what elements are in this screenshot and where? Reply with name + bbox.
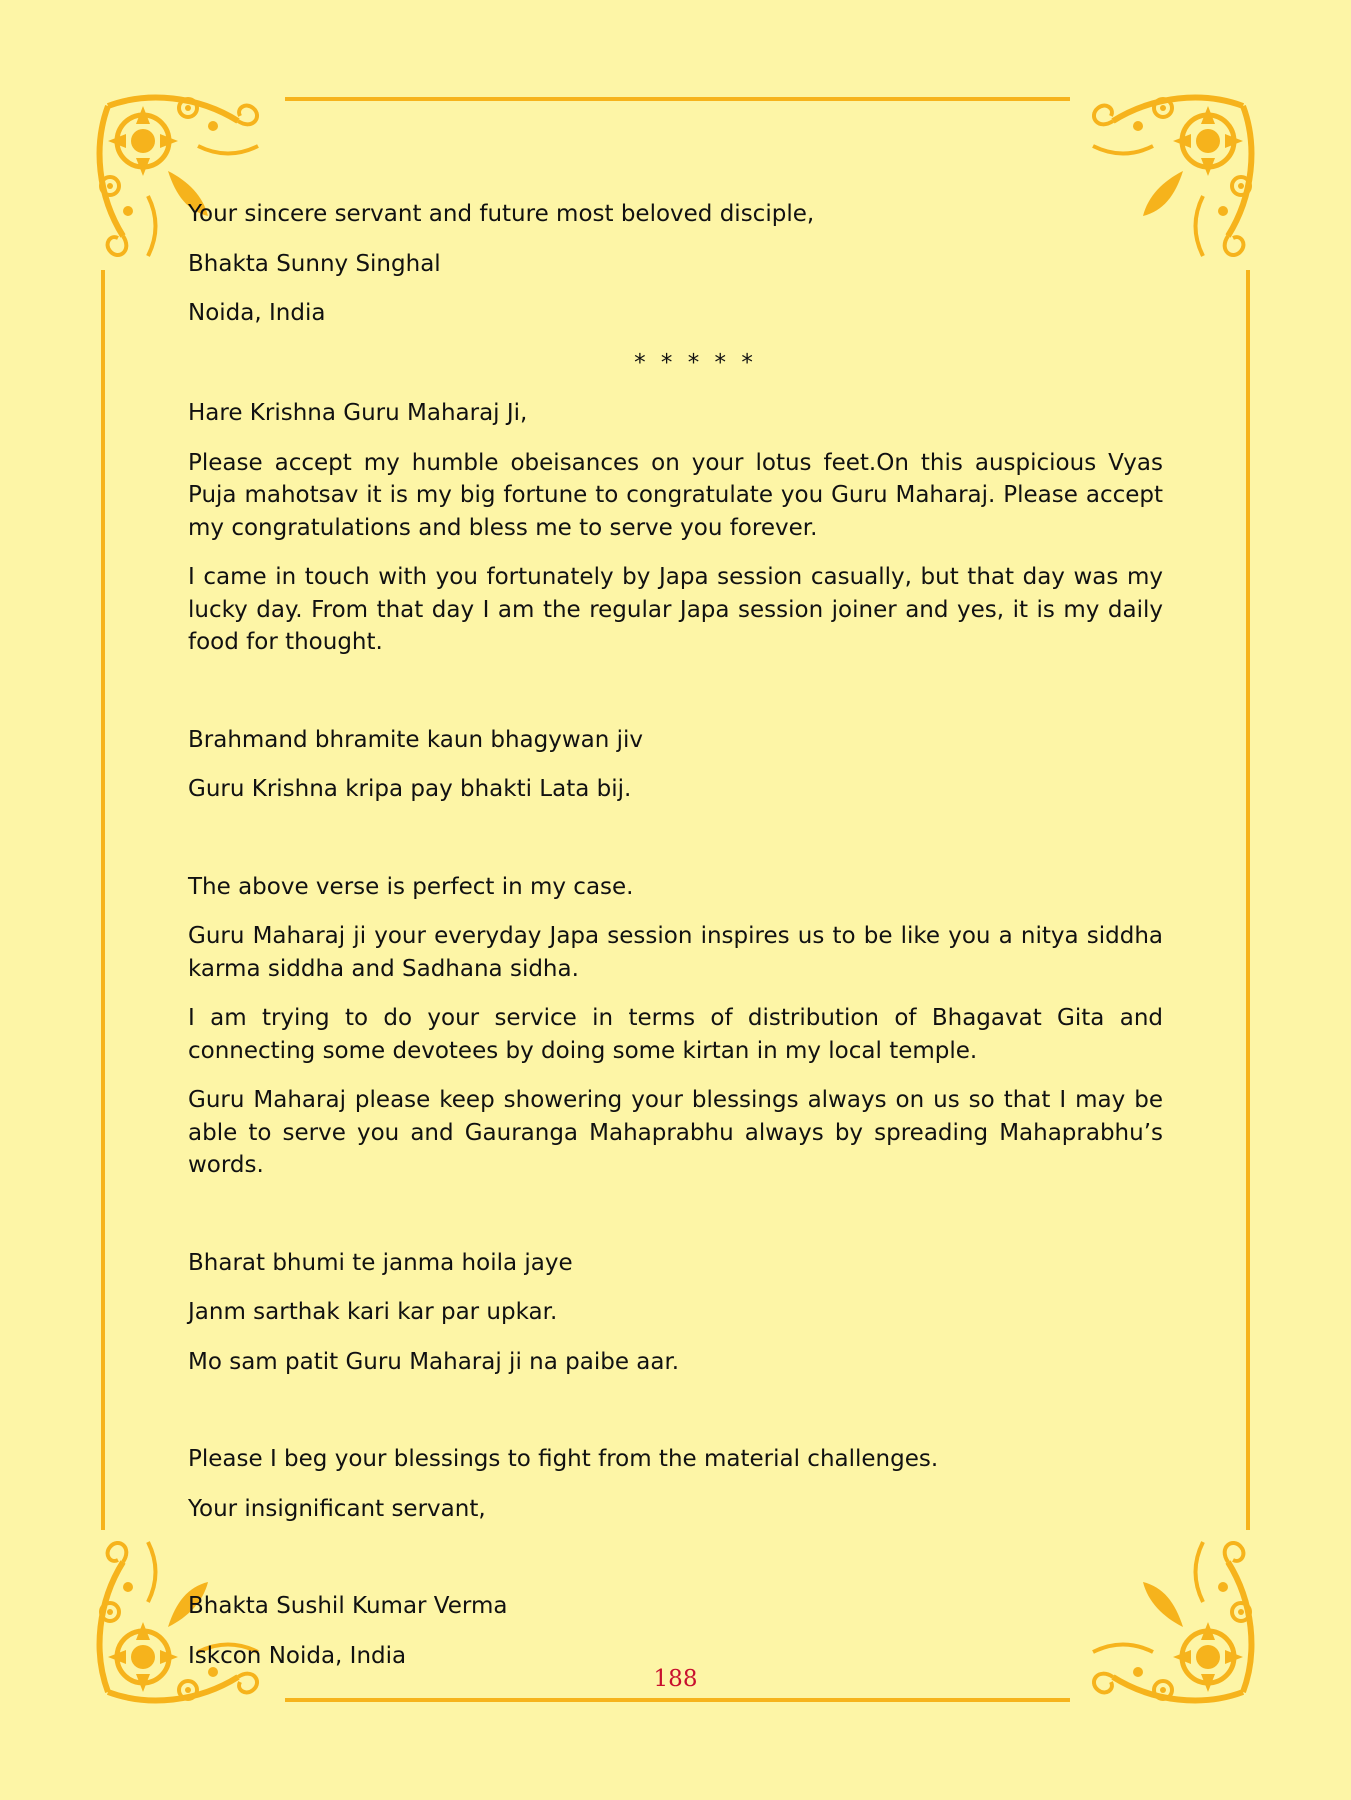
- paragraph: Guru Maharaj please keep showering your blessings always on us so that I may be able to serve you and Gauranga Mahaprabhu always by spreading Mahaprabhu’s words.: [188, 1087, 1163, 1178]
- spacer: [188, 1395, 1163, 1443]
- section-separator: * * * * *: [634, 349, 757, 376]
- author-name: Bhakta Sushil Kumar Verma: [188, 1593, 508, 1619]
- spacer: [188, 1199, 1163, 1247]
- spacer: [188, 823, 1163, 871]
- paragraph: I came in touch with you fortunately by Japa session casually, but that day was my lucky day. From that day I am the regular Japa session joiner and yes, it is my daily food for thought.: [188, 564, 1163, 655]
- paragraph: Please I beg your blessings to fight from the material challenges.: [188, 1446, 939, 1472]
- verse-line: Bharat bhumi te janma hoila jaye: [188, 1249, 573, 1276]
- verse-line: Guru Krishna kripa pay bhakti Lata bij.: [188, 776, 632, 802]
- spacer: [188, 1542, 1163, 1590]
- signoff-line: Your insignificant servant,: [188, 1495, 486, 1522]
- paragraph: Guru Maharaj ji your everyday Japa session inspires us to be like you a nitya siddha karma siddha and Sadhana sidha.: [188, 923, 1163, 982]
- spacer: [188, 676, 1163, 724]
- paragraph: I am trying to do your service in terms of distribution of Bhagavat Gita and connecting some devotees by doing some kirtan in my local temple.: [188, 1005, 1163, 1064]
- paragraph: The above verse is perfect in my case.: [188, 873, 634, 900]
- author-location: Noida, India: [188, 300, 326, 326]
- verse-line: Mo sam patit Guru Maharaj ji na paibe aar.: [188, 1348, 680, 1375]
- salutation: Hare Krishna Guru Maharaj Ji,: [188, 400, 528, 426]
- page-number: 188: [653, 1666, 698, 1692]
- signoff-line: Your sincere servant and future most beloved disciple,: [188, 201, 815, 227]
- verse-line: Janm sarthak kari kar par upkar.: [188, 1299, 558, 1325]
- verse-line: Brahmand bhramite kaun bhagywan jiv: [188, 726, 644, 753]
- paragraph: Please accept my humble obeisances on your lotus feet.On this auspicious Vyas Puja mahotsav it is my big fortune to congratulate you Guru Maharaj. Please accept my congratulations and bless me to serve you forever.: [188, 449, 1163, 541]
- letter-body: [188, 198, 1163, 1689]
- author-location: Iskcon Noida, India: [188, 1642, 407, 1669]
- author-name: Bhakta Sunny Singhal: [188, 250, 441, 277]
